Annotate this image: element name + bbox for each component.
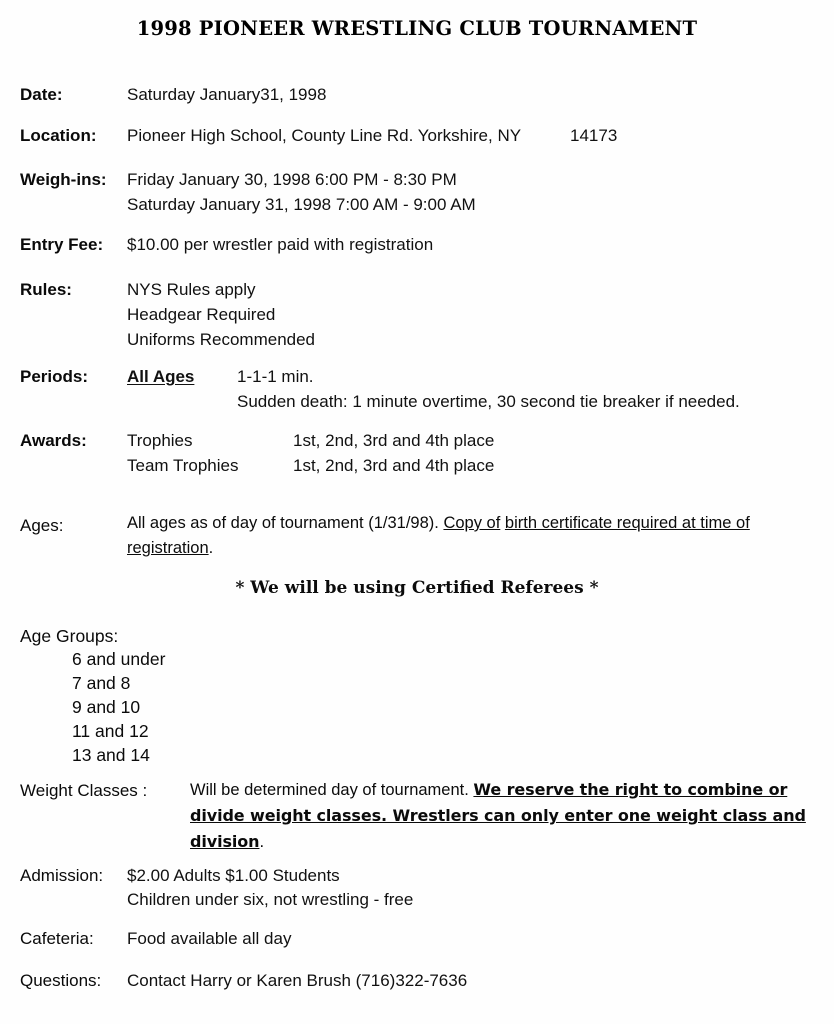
- periods-line-2: Sudden death: 1 minute overtime, 30 second tie breaker if needed.: [237, 392, 740, 411]
- age-group-item: 7 and 8: [72, 673, 131, 693]
- cafeteria-value: Food available all day: [127, 929, 292, 948]
- ages-trailing-period: .: [208, 539, 214, 557]
- entry-fee-label: Entry Fee:: [20, 235, 104, 254]
- location-label: Location:: [20, 126, 97, 145]
- awards-row-places-1: 1st, 2nd, 3rd and 4th place: [293, 431, 495, 450]
- rules-line-1: NYS Rules apply: [127, 280, 256, 299]
- ages-underlined-3: registration: [127, 539, 209, 557]
- awards-row-type-2: Team Trophies: [127, 456, 239, 475]
- date-label: Date:: [20, 85, 63, 104]
- age-group-item: 9 and 10: [72, 697, 141, 717]
- weighins-line-1: Friday January 30, 1998 6:00 PM - 8:30 PM: [127, 170, 457, 189]
- ages-label: Ages:: [20, 516, 64, 535]
- ages-plain-text: All ages as of day of tournament (1/31/98).: [127, 514, 439, 532]
- awards-row-places-2: 1st, 2nd, 3rd and 4th place: [293, 456, 495, 475]
- admission-line-2: Children under six, not wrestling - free: [127, 890, 414, 909]
- periods-age-group: All Ages: [127, 367, 195, 386]
- date-value: Saturday January31, 1998: [127, 85, 327, 104]
- weight-classes-plain-text: Will be determined day of tournament.: [190, 781, 469, 799]
- age-group-item: 13 and 14: [72, 745, 150, 765]
- page-title: 1998 PIONEER WRESTLING CLUB TOURNAMENT: [136, 17, 698, 40]
- location-value: Pioneer High School, County Line Rd. Yorkshire, NY: [127, 126, 522, 145]
- awards-label: Awards:: [20, 431, 87, 450]
- rules-line-3: Uniforms Recommended: [127, 330, 316, 349]
- periods-line-1: 1-1-1 min.: [237, 367, 314, 386]
- weight-classes-trailing-period: .: [259, 833, 265, 851]
- cafeteria-label: Cafeteria:: [20, 929, 94, 948]
- ages-paragraph: [127, 511, 817, 561]
- ages-underlined-2: birth certificate required at time of: [504, 514, 750, 532]
- weight-classes-emphasis: We reserve the right to combine or divide weight classes. Wrestlers can only enter one weight class and division: [190, 780, 806, 851]
- weight-classes-paragraph: [190, 777, 815, 855]
- entry-fee-value: $10.00 per wrestler paid with registration: [127, 235, 434, 254]
- location-zip: 14173: [570, 126, 618, 145]
- weight-classes-label: Weight Classes :: [20, 781, 148, 800]
- age-group-item: 11 and 12: [72, 721, 149, 741]
- periods-label: Periods:: [20, 367, 89, 386]
- questions-value: Contact Harry or Karen Brush (716)322-7636: [127, 971, 468, 990]
- admission-label: Admission:: [20, 866, 104, 885]
- certified-referees-note: * We will be using Certified Referees *: [235, 578, 599, 598]
- rules-label: Rules:: [20, 280, 72, 299]
- admission-line-1: $2.00 Adults $1.00 Students: [127, 866, 340, 885]
- age-group-item: 6 and under: [72, 649, 166, 669]
- weighins-label: Weigh-ins:: [20, 170, 107, 189]
- questions-label: Questions:: [20, 971, 102, 990]
- age-groups-label: Age Groups:: [20, 626, 119, 646]
- rules-line-2: Headgear Required: [127, 305, 276, 324]
- ages-underlined-1: Copy of: [443, 514, 501, 532]
- weighins-line-2: Saturday January 31, 1998 7:00 AM - 9:00 AM: [127, 195, 476, 214]
- awards-row-type-1: Trophies: [127, 431, 193, 450]
